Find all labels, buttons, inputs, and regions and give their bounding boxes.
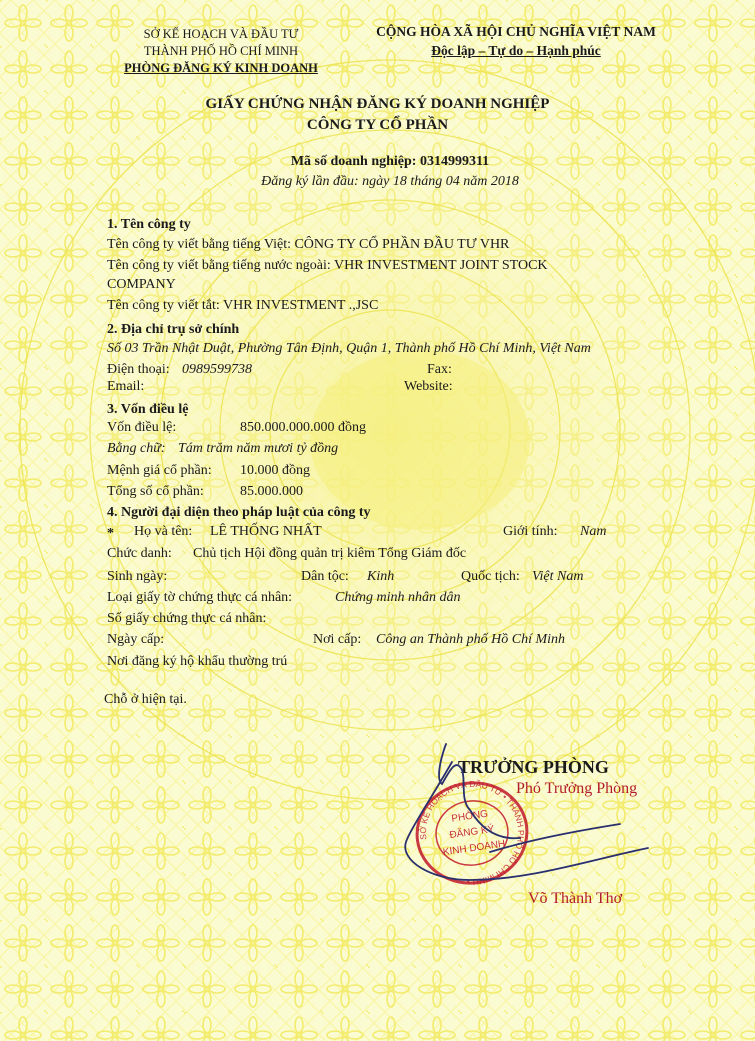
representative-name-value: LÊ THỐNG NHẤT [210,524,322,539]
issue-place-value: Công an Thành phố Hồ Chí Minh [376,632,566,647]
bullet-mark: * [107,526,114,541]
national-motto-block [356,22,676,60]
section-1-heading: 1. Tên công ty [107,217,191,232]
issuer-line-2: THÀNH PHỐ HỒ CHÍ MINH [143,44,299,58]
stamp-inner-line-3: KINH DOANH [442,838,507,859]
capital-in-words-value: Tám trăm năm mươi tỷ đồng [178,441,339,456]
first-registration-date: Đăng ký lần đầu: ngày 18 tháng 04 năm 2018 [261,174,519,189]
gender-value: Nam [580,524,607,539]
par-value: 10.000 đồng [240,463,310,478]
head-office-address: Số 03 Trần Nhật Duật, Phường Tân Định, Quận 1, Thành phố Hồ Chí Minh, Việt Nam [107,341,591,356]
handwritten-signature [370,740,670,920]
company-name-foreign-2: COMPANY [107,277,176,292]
issuer-line-3: PHÒNG ĐĂNG KÝ KINH DOANH [124,61,318,75]
signatory-name: Võ Thành Thơ [528,890,623,907]
capital-in-words-label: Bằng chữ: [107,441,166,456]
id-type-label: Loại giấy tờ chứng thực cá nhân: [107,590,293,605]
par-value-label: Mệnh giá cổ phần: [107,463,212,478]
id-type-value: Chứng minh nhân dân [335,590,461,605]
country-name: CỘNG HÒA XÃ HỘI CHỦ NGHĨA VIỆT NAM [376,24,656,39]
issuer-block [96,26,346,77]
section-3-heading: 3. Vốn điều lệ [107,402,189,417]
company-name-foreign-1: Tên công ty viết bằng tiếng nước ngoài: VHR INVESTMENT JOINT STOCK [107,258,548,273]
total-shares-value: 85.000.000 [240,484,303,499]
stamp-inner-line-1: PHÒNG [450,808,489,825]
motto: Độc lập – Tự do – Hạnh phúc [431,43,601,58]
issue-place-label: Nơi cấp: [313,632,362,647]
document-subtitle: CÔNG TY CỔ PHẦN [306,117,449,133]
gender-label: Giới tính: [503,524,558,539]
ethnicity-label: Dân tộc: [301,569,349,584]
phone-label: Điện thoại: [107,362,170,377]
company-short-name: Tên công ty viết tắt: VHR INVESTMENT .,JSC [107,298,379,313]
current-address-label: Chỗ ở hiện tại. [104,692,187,707]
position-label: Chức danh: [107,546,172,561]
stamp-ring-text: SỞ KẾ HOẠCH VÀ ĐẦU TƯ • THÀNH PHỐ HỒ CHÍ MINH • [417,778,527,888]
fax-label: Fax: [427,362,452,377]
signatory-subtitle: Phó Trưởng Phòng [516,780,638,797]
id-number-label: Số giấy chứng thực cá nhân: [107,611,267,626]
issuer-line-1: SỞ KẾ HOẠCH VÀ ĐẦU TƯ [143,27,299,41]
nationality-label: Quốc tịch: [461,569,520,584]
enterprise-code: Mã số doanh nghiệp: 0314999311 [290,154,490,169]
company-name-vn: Tên công ty viết bằng tiếng Việt: CÔNG TY CỔ PHẦN ĐẦU TƯ VHR [107,237,510,252]
document-title: GIẤY CHỨNG NHẬN ĐĂNG KÝ DOANH NGHIỆP [205,96,550,112]
issue-date-label: Ngày cấp: [107,632,165,647]
charter-capital-value: 850.000.000.000 đồng [240,420,366,435]
phone-value: 0989599738 [182,362,252,377]
residence-label: Nơi đăng ký hộ khẩu thường trú [107,654,288,669]
ethnicity-value: Kinh [367,569,395,584]
stamp-inner-line-2: ĐĂNG KÝ [448,823,495,842]
dob-label: Sinh ngày: [107,569,168,584]
website-label: Website: [404,379,453,394]
email-label: Email: [107,379,145,394]
total-shares-label: Tổng số cổ phần: [107,484,204,499]
signatory-title: TRƯỞNG PHÒNG [458,757,609,777]
position-value: Chủ tịch Hội đồng quản trị kiêm Tổng Giám đốc [193,546,467,561]
nationality-value: Việt Nam [532,569,584,584]
section-4-heading: 4. Người đại diện theo pháp luật của công ty [107,505,371,520]
charter-capital-label: Vốn điều lệ: [107,420,177,435]
representative-name-label: Họ và tên: [134,524,193,539]
section-2-heading: 2. Địa chỉ trụ sở chính [107,322,240,337]
